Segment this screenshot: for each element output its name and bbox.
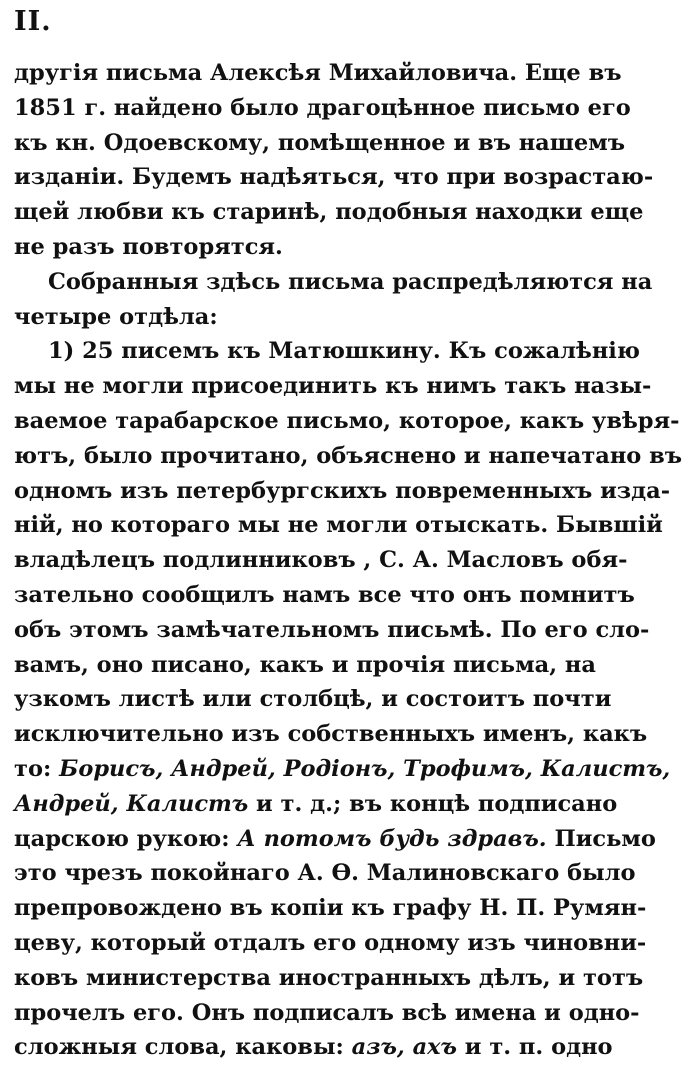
- text-line: 1851 г. найдено было драгоцѣнное письмо его: [14, 94, 631, 121]
- text-line: изданіи. Будемъ надѣяться, что при возрастаю-: [14, 164, 654, 191]
- page-number: II.: [14, 6, 52, 37]
- text-line: ваемое тарабарское письмо, которое, какъ увѣря-: [14, 407, 680, 434]
- text-line: препровождено въ копіи къ графу Н. П. Румян-: [14, 895, 647, 922]
- text-line: узкомъ листѣ или столбцѣ, и состоитъ почти: [14, 686, 612, 713]
- body-text: [14, 56, 682, 1065]
- italic-text: Борисъ, Андрей, Родіонъ, Трофимъ, Калистъ,: [59, 755, 671, 782]
- text-line: ковъ министерства иностранныхъ дѣлъ, и тотъ: [14, 964, 644, 991]
- text-line: не разъ повторятся.: [14, 233, 283, 260]
- text-line: цеву, который отдалъ его одному изъ чиновни-: [14, 929, 647, 956]
- text-line: ній, но котораго мы не могли отыскать. Бывшій: [14, 512, 663, 539]
- text-line: [14, 787, 618, 822]
- text-span: Письмо: [546, 825, 656, 852]
- text-line: [14, 1030, 613, 1065]
- text-line: четыре отдѣла:: [14, 303, 218, 330]
- text-span: и т. д.; въ концѣ подписано: [248, 790, 618, 817]
- italic-text: Андрей, Калистъ: [14, 790, 249, 817]
- text-line: щей любви къ старинѣ, подобныя находки еще: [14, 199, 644, 226]
- text-line: объ этомъ замѣчательномъ письмѣ. По его сло-: [14, 616, 650, 643]
- italic-text: А потомъ будь здравъ.: [237, 825, 547, 852]
- text-line: [14, 752, 671, 787]
- text-span: и т. п. одно: [456, 1034, 613, 1061]
- text-line: прочелъ его. Онъ подписалъ всѣ имена и одно-: [14, 999, 640, 1026]
- text-line: зательно сообщилъ намъ все что онъ помнитъ: [14, 581, 635, 608]
- text-span: царскою рукою:: [14, 825, 238, 852]
- text-line: одномъ изъ петербургскихъ повременныхъ изда-: [14, 477, 671, 504]
- text-line: владѣлецъ подлинниковъ , С. А. Масловъ обя-: [14, 547, 628, 574]
- text-line: къ кн. Одоевскому, помѣщенное и въ нашемъ: [14, 129, 626, 156]
- text-line: Собранныя здѣсь письма распредѣляются на: [48, 268, 653, 295]
- italic-text: азъ, ахъ: [351, 1034, 457, 1061]
- text-line: ютъ, было прочитано, объяснено и напечатано въ: [14, 442, 682, 469]
- text-line: другія письма Алексѣя Михайловича. Еще въ: [14, 60, 622, 86]
- text-line: [14, 822, 656, 857]
- text-line: исключительно изъ собственныхъ именъ, какъ: [14, 721, 648, 748]
- text-span: то:: [14, 755, 60, 782]
- text-span: сложныя слова, каковы:: [14, 1034, 352, 1061]
- text-line: вамъ, оно писано, какъ и прочія письма, на: [14, 651, 596, 678]
- text-line: 1) 25 писемъ къ Матюшкину. Къ сожалѣнію: [48, 338, 640, 365]
- text-line: это чрезъ покойнаго А. Ѳ. Малиновскаго было: [14, 860, 636, 887]
- text-line: мы не могли присоединить къ нимъ такъ назы-: [14, 373, 652, 400]
